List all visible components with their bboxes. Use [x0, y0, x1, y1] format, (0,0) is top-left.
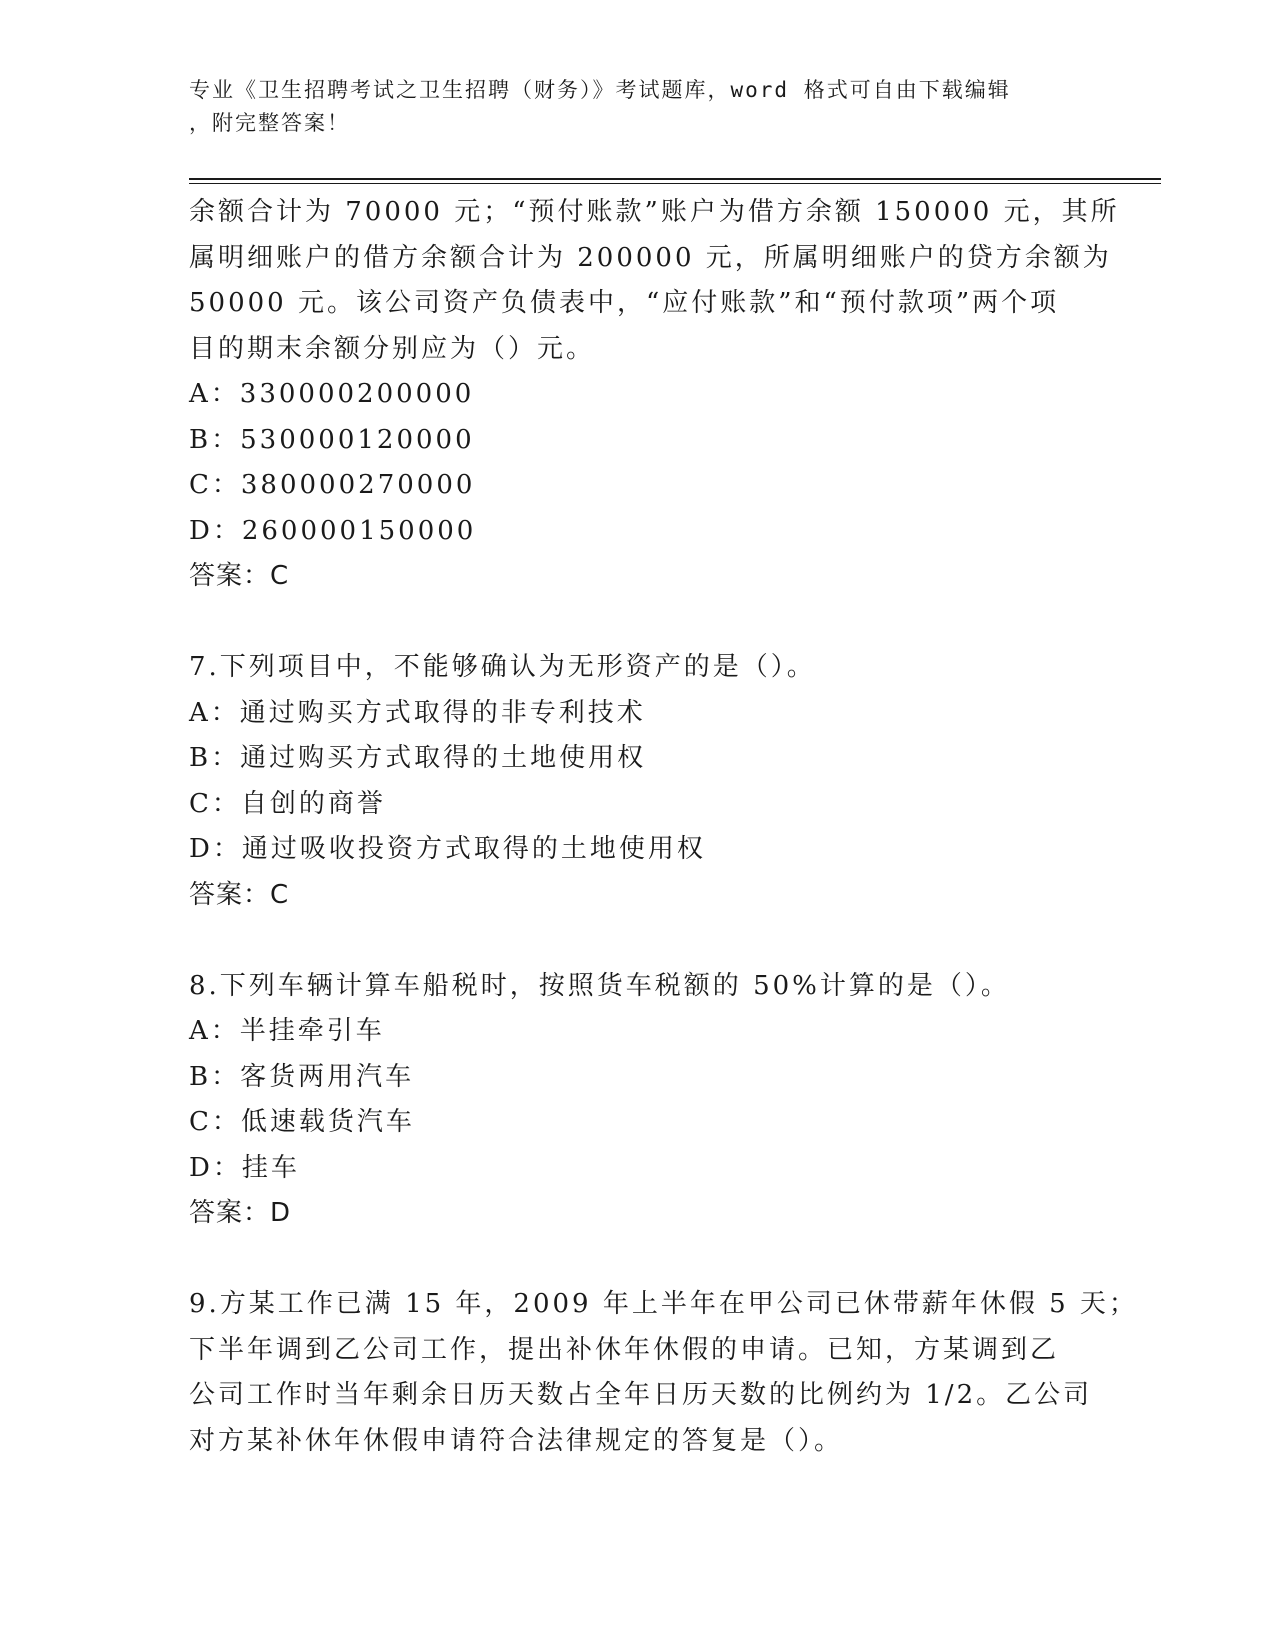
- option-b: B：通过购买方式取得的土地使用权: [189, 743, 647, 773]
- question-text-line: 下半年调到乙公司工作，提出补休年休假的申请。已知，方某调到乙: [189, 1334, 1060, 1365]
- option-c: C：380000270000: [189, 470, 476, 500]
- blank-line: [189, 918, 1089, 964]
- question-continuation: [189, 190, 1120, 600]
- answer-line: 答案：C: [189, 561, 290, 591]
- header-divider-thin: [189, 183, 1161, 184]
- question-text-line: 余额合计为 70000 元；“预付账款”账户为借方余额 150000 元，其所: [189, 197, 1120, 227]
- question-text-line: 9.方某工作已满 15 年，2009 年上半年在甲公司已休带薪年休假 5 天；: [189, 1289, 1138, 1319]
- option-c: C：自创的商誉: [189, 788, 386, 819]
- header-title-line-2: ，附完整答案！: [189, 111, 350, 135]
- header-title-line-1: 专业《卫生招聘考试之卫生招聘（财务）》考试题库，word 格式可自由下载编辑: [189, 78, 1011, 102]
- document-body: [189, 190, 1138, 1464]
- option-c: C：低速载货汽车: [189, 1107, 415, 1137]
- option-a: A：通过购买方式取得的非专利技术: [189, 697, 646, 728]
- option-b: B：530000120000: [189, 424, 475, 455]
- option-a: A：330000200000: [189, 379, 475, 409]
- blank-line: [189, 1237, 1089, 1283]
- option-b: B：客货两用汽车: [189, 1061, 415, 1092]
- option-d: D：通过吸收投资方式取得的土地使用权: [189, 834, 706, 864]
- question-8: [189, 964, 1089, 1237]
- question-text-line: 属明细账户的借方余额合计为 200000 元，所属明细账户的贷方余额为: [189, 242, 1112, 273]
- question-text-line: 50000 元。该公司资产负债表中，“应付账款”和“预付款项”两个项: [189, 288, 1060, 318]
- question-text-line: 对方某补休年休假申请符合法律规定的答复是（）。: [189, 1425, 844, 1456]
- answer-line: 答案：C: [189, 879, 290, 910]
- question-9: [189, 1282, 1138, 1464]
- question-7: [189, 645, 1089, 918]
- question-text-line: 公司工作时当年剩余日历天数占全年日历天数的比例约为 1/2。乙公司: [189, 1380, 1093, 1410]
- question-text-line: 目的期末余额分别应为（）元。: [189, 333, 596, 364]
- option-d: D：挂车: [189, 1152, 300, 1183]
- document-header: [189, 74, 1089, 140]
- option-a: A：半挂牵引车: [189, 1016, 385, 1046]
- header-divider-thick: [189, 178, 1161, 180]
- option-d: D：260000150000: [189, 515, 477, 546]
- blank-line: [189, 600, 1089, 646]
- question-stem: 8.下列车辆计算车船税时，按照货车税额的 50%计算的是（）。: [189, 970, 1010, 1001]
- question-stem: 7.下列项目中，不能够确认为无形资产的是（）。: [189, 652, 816, 682]
- answer-line: 答案：D: [189, 1198, 292, 1228]
